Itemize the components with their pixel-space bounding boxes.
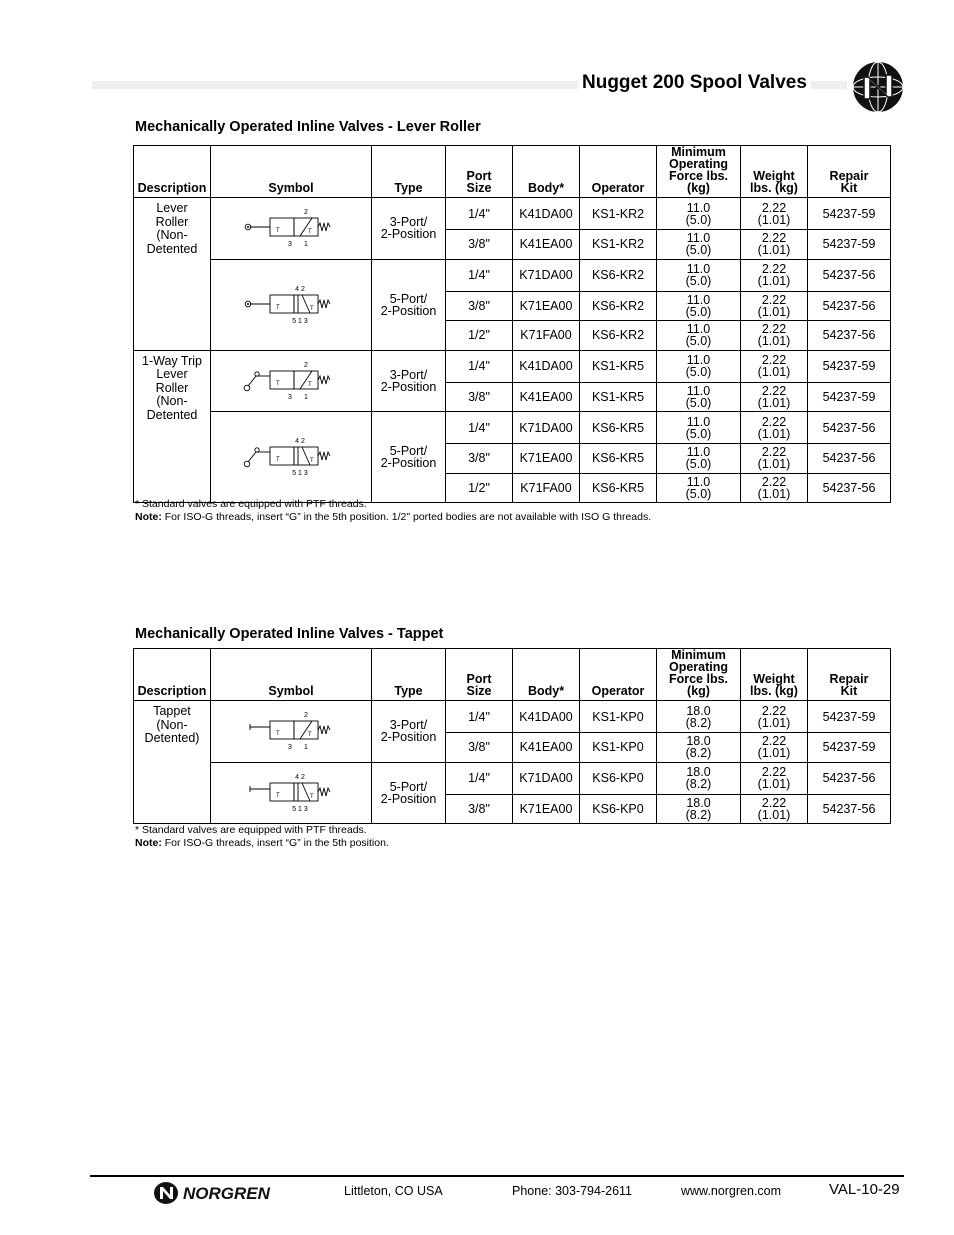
body-cell: K41EA00 — [513, 230, 580, 260]
weight-line: (1.01) — [757, 334, 791, 349]
force-line: (5.0) — [685, 334, 712, 349]
description-line: (Non- — [156, 717, 188, 732]
type-cell — [372, 762, 446, 824]
weight-line: 2.22 — [761, 795, 787, 810]
column-header-line: Operating — [668, 660, 729, 674]
header-row — [134, 146, 891, 198]
operator-cell: KS6-KR2 — [580, 291, 657, 321]
column-header-line: Size — [466, 684, 492, 698]
column-header-line: Kit — [840, 181, 858, 195]
operator-cell: KS6-KR2 — [580, 259, 657, 291]
column-header-line: lbs. (kg) — [750, 181, 798, 195]
weight-cell — [741, 444, 808, 474]
column-header-line: Kit — [840, 684, 858, 698]
weight-line: 2.22 — [761, 262, 787, 276]
type-cell — [372, 259, 446, 350]
note-text: For ISO-G threads, insert “G” in the 5th position. — [161, 837, 389, 849]
note-label: Note: — [135, 511, 162, 523]
force-cell — [657, 733, 741, 763]
port-size-cell: 3/8" — [446, 794, 513, 824]
table-row — [134, 259, 891, 291]
type-line: 2-Position — [380, 791, 437, 806]
table-row — [134, 198, 891, 230]
table-row — [134, 701, 891, 733]
port-size-cell: 3/8" — [446, 291, 513, 321]
column-header: Type — [372, 146, 446, 198]
repair-kit-cell: 54237-56 — [808, 259, 891, 291]
operator-cell: KS1-KR5 — [580, 350, 657, 382]
column-header: Operator — [580, 146, 657, 198]
column-header: Symbol — [211, 146, 372, 198]
description-line: (Non- — [156, 394, 188, 408]
weight-line: (1.01) — [757, 486, 791, 501]
force-line: 11.0 — [686, 231, 711, 246]
operator-cell: KS1-KP0 — [580, 701, 657, 733]
weight-line: (1.01) — [757, 457, 791, 472]
section-title-tappet: Mechanically Operated Inline Valves - Tappet — [135, 626, 444, 642]
svg-text:T: T — [310, 305, 314, 312]
port-size-cell: 3/8" — [446, 733, 513, 763]
table-row — [134, 762, 891, 794]
column-header-line: Size — [466, 181, 492, 195]
port-size-cell: 3/8" — [446, 382, 513, 412]
weight-line: (1.01) — [757, 274, 791, 288]
weight-cell — [741, 382, 808, 412]
force-cell — [657, 321, 741, 351]
operator-cell: KS6-KR5 — [580, 412, 657, 444]
force-line: (5.0) — [685, 457, 712, 472]
svg-text:T: T — [308, 732, 312, 739]
weight-cell — [741, 412, 808, 444]
force-line: (5.0) — [685, 212, 712, 227]
port-size-cell: 3/8" — [446, 444, 513, 474]
body-cell: K41DA00 — [513, 701, 580, 733]
ptf-note: * Standard valves are equipped with PTF threads. — [135, 824, 367, 836]
symbol-cell — [211, 762, 372, 824]
force-line: 11.0 — [686, 445, 711, 460]
force-line: (5.0) — [685, 365, 712, 379]
operator-cell: KS1-KR5 — [580, 382, 657, 412]
body-cell: K71DA00 — [513, 412, 580, 444]
type-line: 3-Port/ — [389, 215, 428, 230]
type-line: 5-Port/ — [389, 291, 428, 306]
description-cell — [134, 701, 211, 824]
norgren-logo[interactable] — [153, 1181, 289, 1205]
force-line: (5.0) — [685, 486, 712, 501]
column-header-line: Port — [466, 169, 492, 183]
type-cell — [372, 701, 446, 763]
symbol-cell — [211, 412, 372, 503]
column-header — [446, 649, 513, 701]
column-header — [808, 146, 891, 198]
port-size-cell: 1/4" — [446, 412, 513, 444]
port-label-supply: 1 — [304, 241, 308, 249]
description-line: (Non- — [156, 228, 188, 242]
port-size-cell: 1/4" — [446, 762, 513, 794]
repair-kit-cell: 54237-56 — [808, 762, 891, 794]
column-header: Body* — [513, 146, 580, 198]
port-label-top: 2 — [304, 712, 308, 720]
symbol-cell — [211, 198, 372, 260]
force-line: (5.0) — [685, 274, 712, 288]
force-line: 18.0 — [686, 734, 711, 749]
port-label-bottom: 5 1 3 — [292, 317, 308, 325]
repair-kit-cell: 54237-56 — [808, 473, 891, 503]
force-cell — [657, 350, 741, 382]
column-header-line: Force lbs. (kg) — [668, 169, 729, 195]
force-cell — [657, 198, 741, 230]
page-number: VAL-10-29 — [829, 1181, 900, 1198]
force-line: (8.2) — [685, 777, 712, 791]
weight-cell — [741, 321, 808, 351]
port-size-cell: 1/4" — [446, 259, 513, 291]
force-line: 11.0 — [686, 353, 711, 367]
repair-kit-cell: 54237-59 — [808, 382, 891, 412]
operator-cell: KS1-KR2 — [580, 198, 657, 230]
5-port-lever-roller-symbol — [236, 283, 346, 327]
type-line: 5-Port/ — [389, 779, 428, 794]
force-line: 11.0 — [686, 322, 711, 337]
weight-line: (1.01) — [757, 395, 791, 410]
body-cell: K41DA00 — [513, 350, 580, 382]
weight-line: (1.01) — [757, 715, 791, 730]
weight-line: 2.22 — [761, 292, 787, 307]
force-line: 11.0 — [686, 200, 711, 215]
force-line: 18.0 — [686, 795, 711, 810]
repair-kit-cell: 54237-56 — [808, 794, 891, 824]
weight-line: 2.22 — [761, 353, 787, 367]
port-size-cell: 1/2" — [446, 321, 513, 351]
footer-website[interactable]: www.norgren.com — [681, 1184, 782, 1198]
3-port-one-way-trip-symbol — [236, 359, 346, 403]
force-cell — [657, 291, 741, 321]
weight-line: (1.01) — [757, 746, 791, 761]
svg-text:T: T — [276, 228, 280, 235]
weight-line: (1.01) — [757, 365, 791, 379]
force-cell — [657, 382, 741, 412]
weight-cell — [741, 350, 808, 382]
description-cell — [134, 198, 211, 351]
port-size-cell: 3/8" — [446, 230, 513, 260]
note-label: Note: — [135, 837, 162, 849]
weight-line: (1.01) — [757, 304, 791, 319]
weight-cell — [741, 291, 808, 321]
footer-phone: Phone: 303-794-2611 — [512, 1184, 633, 1198]
footer-rule — [90, 1175, 904, 1177]
operator-cell: KS6-KR2 — [580, 321, 657, 351]
svg-text:T: T — [308, 229, 312, 236]
column-header: Description — [134, 146, 211, 198]
header-row — [134, 649, 891, 701]
column-header-line: Weight — [753, 672, 795, 686]
section-title-lever-roller: Mechanically Operated Inline Valves - Lever Roller — [135, 119, 481, 135]
column-header: Symbol — [211, 649, 372, 701]
column-header-line: Minimum — [671, 145, 726, 159]
force-cell — [657, 473, 741, 503]
table-footnote — [135, 824, 389, 850]
weight-cell — [741, 762, 808, 794]
type-line: 2-Position — [380, 379, 437, 394]
description-line: Detented — [146, 407, 198, 422]
column-header: Description — [134, 649, 211, 701]
port-label-top: 4 2 — [295, 438, 305, 445]
weight-line: 2.22 — [761, 474, 787, 489]
description-line: Tappet — [153, 704, 191, 718]
force-cell — [657, 230, 741, 260]
weight-line: 2.22 — [761, 383, 787, 398]
description-line: Roller — [155, 214, 189, 229]
type-line: 2-Position — [380, 303, 437, 318]
column-header-line: Weight — [753, 169, 795, 183]
type-line: 3-Port/ — [389, 367, 428, 382]
body-cell: K71FA00 — [513, 473, 580, 503]
weight-cell — [741, 473, 808, 503]
description-line: Lever — [156, 367, 188, 381]
column-header — [741, 649, 808, 701]
svg-text:T: T — [276, 304, 280, 311]
table-row — [134, 412, 891, 444]
port-label-top: 4 2 — [295, 773, 305, 781]
weight-line: (1.01) — [757, 807, 791, 822]
port-size-cell: 1/4" — [446, 350, 513, 382]
force-line: 11.0 — [686, 474, 711, 489]
repair-kit-cell: 54237-56 — [808, 444, 891, 474]
port-size-cell: 1/4" — [446, 198, 513, 230]
weight-line: 2.22 — [761, 703, 787, 718]
column-header — [741, 146, 808, 198]
type-line: 3-Port/ — [389, 718, 428, 733]
column-header-line: Repair — [829, 169, 869, 183]
body-cell: K71DA00 — [513, 762, 580, 794]
description-line: Detented — [146, 241, 198, 256]
tappet-table — [133, 648, 891, 824]
force-line: 11.0 — [686, 383, 711, 398]
weight-line: (1.01) — [757, 777, 791, 791]
column-header: Body* — [513, 649, 580, 701]
ptf-note: * Standard valves are equipped with PTF threads. — [135, 498, 367, 510]
column-header: Type — [372, 649, 446, 701]
operator-cell: KS6-KP0 — [580, 794, 657, 824]
force-line: 11.0 — [686, 262, 711, 276]
force-line: (8.2) — [685, 746, 712, 761]
repair-kit-cell: 54237-59 — [808, 350, 891, 382]
symbol-cell — [211, 701, 372, 763]
repair-kit-cell: 54237-59 — [808, 701, 891, 733]
column-header — [808, 649, 891, 701]
repair-kit-cell: 54237-56 — [808, 291, 891, 321]
force-cell — [657, 701, 741, 733]
column-header-line: Operating — [668, 157, 729, 171]
port-label-exhaust: 3 — [288, 241, 292, 249]
weight-cell — [741, 198, 808, 230]
svg-text:T: T — [276, 380, 280, 387]
body-cell: K41DA00 — [513, 198, 580, 230]
force-line: (8.2) — [685, 807, 712, 822]
column-header — [446, 146, 513, 198]
5-port-tappet-symbol — [236, 771, 346, 815]
force-line: (8.2) — [685, 715, 712, 730]
weight-cell — [741, 733, 808, 763]
force-line: 11.0 — [686, 292, 711, 307]
force-line: 18.0 — [686, 703, 711, 718]
force-line: 11.0 — [686, 414, 711, 429]
port-label-top: 4 2 — [295, 285, 305, 293]
description-cell — [134, 350, 211, 503]
note-text: For ISO-G threads, insert “G” in the 5th position. 1/2" ported bodies are not available with ISO G threads. — [161, 511, 652, 523]
svg-text:T: T — [276, 792, 280, 799]
table-row — [134, 350, 891, 382]
weight-line: (1.01) — [757, 243, 791, 258]
force-line: 18.0 — [686, 765, 711, 779]
weight-line: 2.22 — [761, 200, 787, 215]
repair-kit-cell: 54237-56 — [808, 321, 891, 351]
norgren-globe-icon — [852, 61, 904, 113]
operator-cell: KS6-KR5 — [580, 444, 657, 474]
force-cell — [657, 762, 741, 794]
body-cell: K41EA00 — [513, 733, 580, 763]
type-line: 2-Position — [380, 227, 437, 242]
symbol-cell — [211, 350, 372, 412]
operator-cell: KS6-KP0 — [580, 762, 657, 794]
port-size-cell: 1/2" — [446, 473, 513, 503]
operator-cell: KS6-KR5 — [580, 473, 657, 503]
repair-kit-cell: 54237-56 — [808, 412, 891, 444]
port-label-exhaust: 3 — [288, 744, 292, 752]
weight-line: 2.22 — [761, 765, 787, 779]
body-cell: K71EA00 — [513, 794, 580, 824]
table-footnote — [135, 498, 651, 524]
column-header — [657, 649, 741, 701]
weight-line: 2.22 — [761, 322, 787, 337]
port-label-bottom: 5 1 3 — [292, 470, 308, 477]
description-line: 1-Way Trip — [142, 353, 202, 368]
iso-note — [135, 511, 651, 524]
repair-kit-cell: 54237-59 — [808, 733, 891, 763]
weight-line: 2.22 — [761, 445, 787, 460]
3-port-tappet-symbol — [236, 709, 346, 753]
column-header — [657, 146, 741, 198]
force-cell — [657, 444, 741, 474]
force-line: (5.0) — [685, 304, 712, 319]
column-header-line: Minimum — [671, 648, 726, 662]
force-cell — [657, 259, 741, 291]
weight-cell — [741, 259, 808, 291]
port-label-exhaust: 3 — [288, 393, 292, 401]
body-cell: K71EA00 — [513, 291, 580, 321]
weight-cell — [741, 230, 808, 260]
type-cell — [372, 350, 446, 412]
port-size-cell: 1/4" — [446, 701, 513, 733]
iso-note — [135, 837, 389, 850]
port-label-bottom: 5 1 3 — [292, 805, 308, 813]
lever-roller-table — [133, 145, 891, 503]
svg-text:T: T — [308, 381, 312, 388]
description-line: Roller — [155, 380, 189, 395]
weight-line: (1.01) — [757, 426, 791, 441]
force-line: (5.0) — [685, 426, 712, 441]
column-header-line: Repair — [829, 672, 869, 686]
type-line: 2-Position — [380, 730, 437, 745]
svg-text:T: T — [276, 731, 280, 738]
column-header: Operator — [580, 649, 657, 701]
column-header-line: Port — [466, 672, 492, 686]
type-cell — [372, 198, 446, 260]
port-label-top: 2 — [304, 361, 308, 369]
repair-kit-cell: 54237-59 — [808, 198, 891, 230]
footer-location: Littleton, CO USA — [344, 1184, 443, 1198]
force-line: (5.0) — [685, 395, 712, 410]
body-cell: K41EA00 — [513, 382, 580, 412]
force-line: (5.0) — [685, 243, 712, 258]
weight-cell — [741, 794, 808, 824]
weight-line: 2.22 — [761, 414, 787, 429]
description-line: Lever — [156, 201, 188, 215]
type-line: 5-Port/ — [389, 444, 428, 458]
repair-kit-cell: 54237-59 — [808, 230, 891, 260]
3-port-lever-roller-symbol — [236, 206, 346, 250]
body-cell: K71DA00 — [513, 259, 580, 291]
operator-cell: KS1-KP0 — [580, 733, 657, 763]
column-header-line: Force lbs. (kg) — [668, 672, 729, 698]
body-cell: K71EA00 — [513, 444, 580, 474]
description-line: Detented) — [144, 731, 200, 745]
symbol-cell — [211, 259, 372, 350]
5-port-one-way-trip-symbol — [236, 435, 346, 479]
page-title: Nugget 200 Spool Valves — [578, 72, 811, 94]
weight-line: (1.01) — [757, 212, 791, 227]
body-cell: K71FA00 — [513, 321, 580, 351]
weight-line: 2.22 — [761, 734, 787, 749]
operator-cell: KS1-KR2 — [580, 230, 657, 260]
force-cell — [657, 794, 741, 824]
brand-wordmark: NORGREN — [183, 1184, 270, 1203]
port-label-supply: 1 — [304, 393, 308, 401]
force-cell — [657, 412, 741, 444]
type-cell — [372, 412, 446, 503]
port-label-supply: 1 — [304, 744, 308, 752]
svg-text:T: T — [276, 457, 280, 463]
svg-text:T: T — [310, 458, 314, 464]
weight-cell — [741, 701, 808, 733]
column-header-line: lbs. (kg) — [750, 684, 798, 698]
svg-text:T: T — [310, 793, 314, 800]
weight-line: 2.22 — [761, 231, 787, 246]
type-line: 2-Position — [380, 456, 437, 470]
port-label-top: 2 — [304, 209, 308, 217]
